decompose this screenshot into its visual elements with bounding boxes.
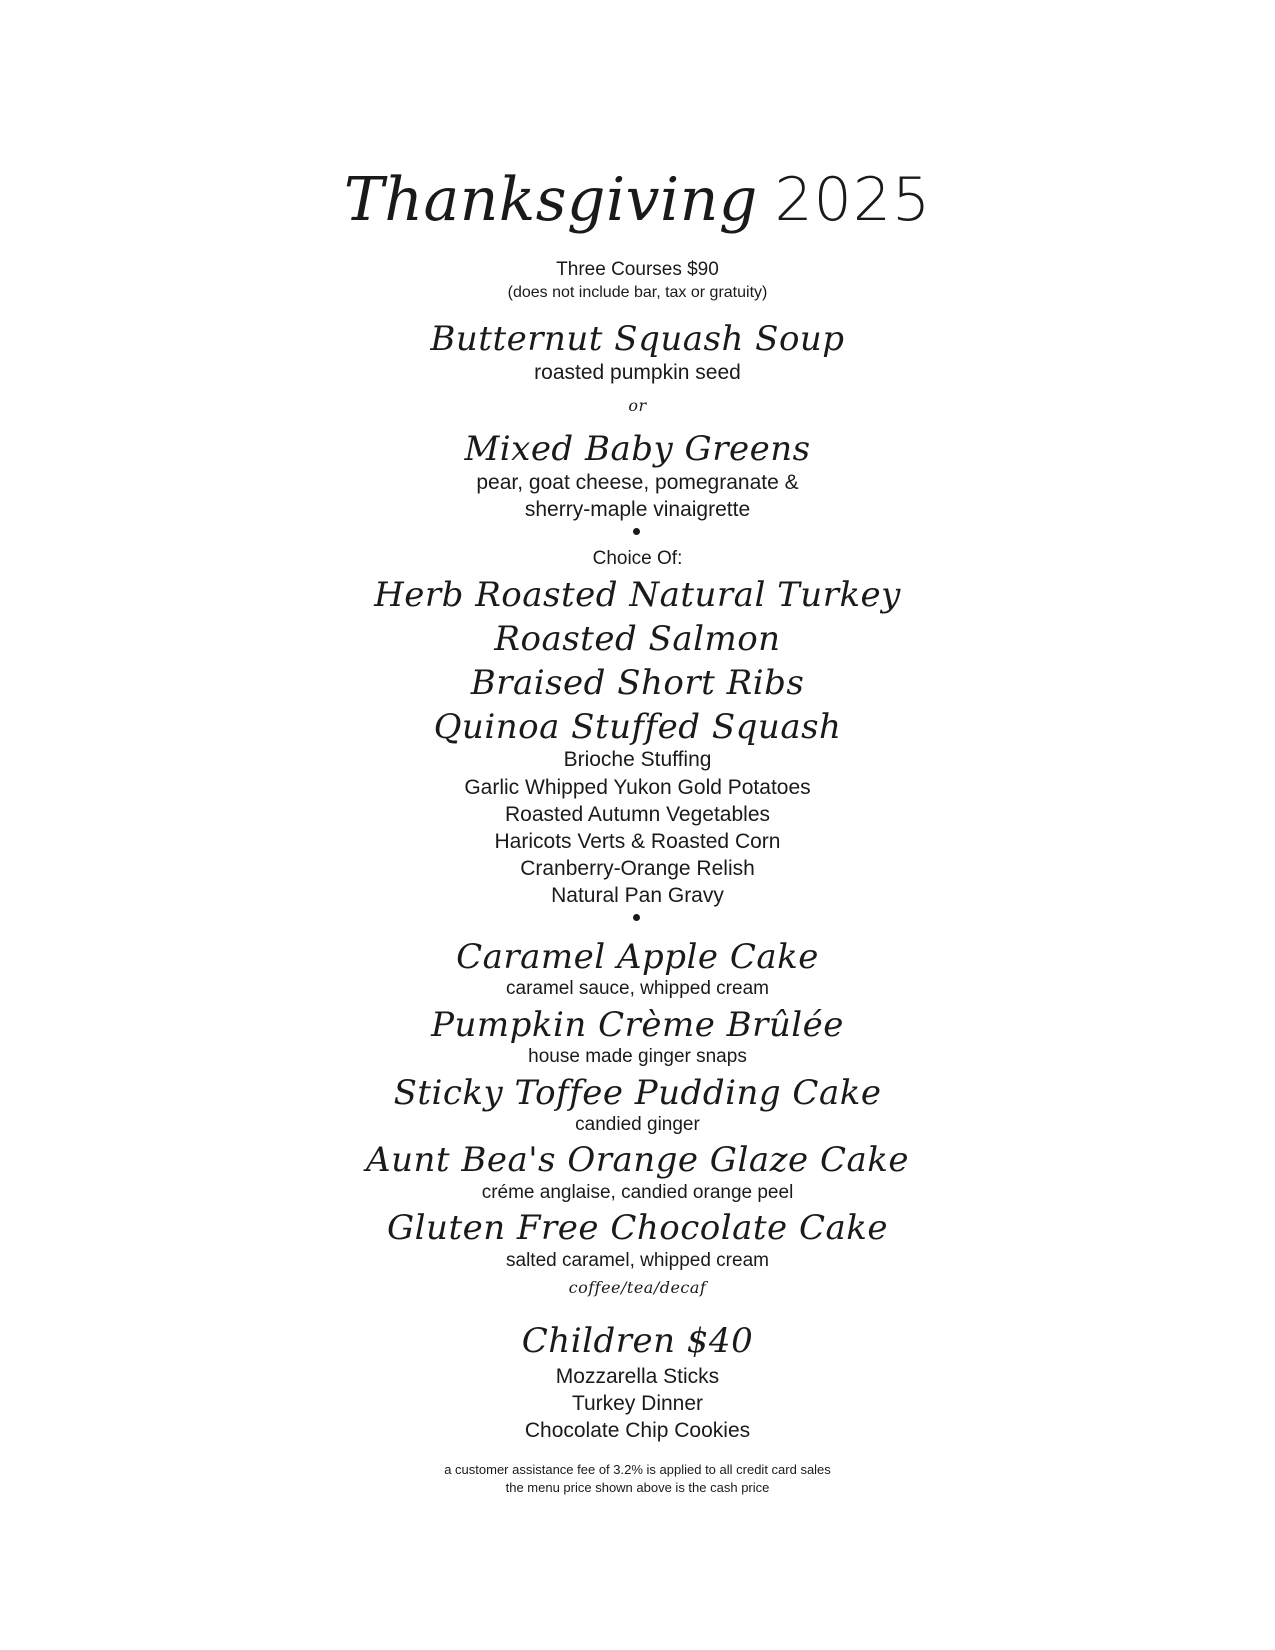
soup-name: Butternut Squash Soup [430,319,845,359]
dessert-description: candied ginger [575,1114,700,1135]
dessert-description: house made ginger snaps [528,1046,747,1067]
children-item: Chocolate Chip Cookies [524,1419,751,1442]
entree-item: Quinoa Stuffed Squash [433,707,842,747]
menu-title [0,165,1275,235]
soup-description: roasted pumpkin seed [534,361,741,384]
menu-title-year: 2025 [774,165,932,235]
salad-description-line2: sherry-maple vinaigrette [524,498,751,521]
dessert-description: créme anglaise, candied orange peel [481,1182,794,1203]
side-item: Haricots Verts & Roasted Corn [494,830,781,853]
dessert-description: caramel sauce, whipped cream [506,978,769,999]
entree-item: Braised Short Ribs [470,663,805,703]
children-item: Mozzarella Sticks [555,1365,720,1388]
dessert-name: Gluten Free Chocolate Cake [387,1208,888,1248]
entree-item: Roasted Salmon [494,619,781,659]
side-item: Brioche Stuffing [563,748,712,771]
children-heading: Children $40 [521,1321,754,1361]
section-divider-dot [633,914,640,921]
dessert-name: Sticky Toffee Pudding Cake [393,1073,882,1113]
price-note: (does not include bar, tax or gratuity) [507,284,768,301]
salad-description-line1: pear, goat cheese, pomegranate & [476,471,799,494]
entree-item: Herb Roasted Natural Turkey [374,575,901,615]
dessert-name: Pumpkin Crème Brûlée [431,1005,844,1045]
beverages-line: coffee/tea/decaf [568,1278,707,1297]
price-line: Three Courses $90 [556,259,719,280]
section-divider-dot [633,528,640,535]
dessert-description: salted caramel, whipped cream [506,1250,769,1271]
footer-cash-price-note: the menu price shown above is the cash price [505,1480,770,1495]
children-item: Turkey Dinner [571,1392,704,1415]
or-separator: or [628,396,647,415]
dessert-name: Aunt Bea's Orange Glaze Cake [366,1140,909,1180]
menu-title-text: Thanksgiving [343,165,758,235]
dessert-name: Caramel Apple Cake [456,937,819,977]
side-item: Natural Pan Gravy [551,884,724,907]
side-item: Garlic Whipped Yukon Gold Potatoes [464,776,811,799]
side-item: Cranberry-Orange Relish [520,857,755,880]
choice-heading: Choice Of: [592,548,683,569]
side-item: Roasted Autumn Vegetables [504,803,771,826]
salad-name: Mixed Baby Greens [464,429,811,469]
footer-fee-note: a customer assistance fee of 3.2% is applied to all credit card sales [444,1462,831,1477]
